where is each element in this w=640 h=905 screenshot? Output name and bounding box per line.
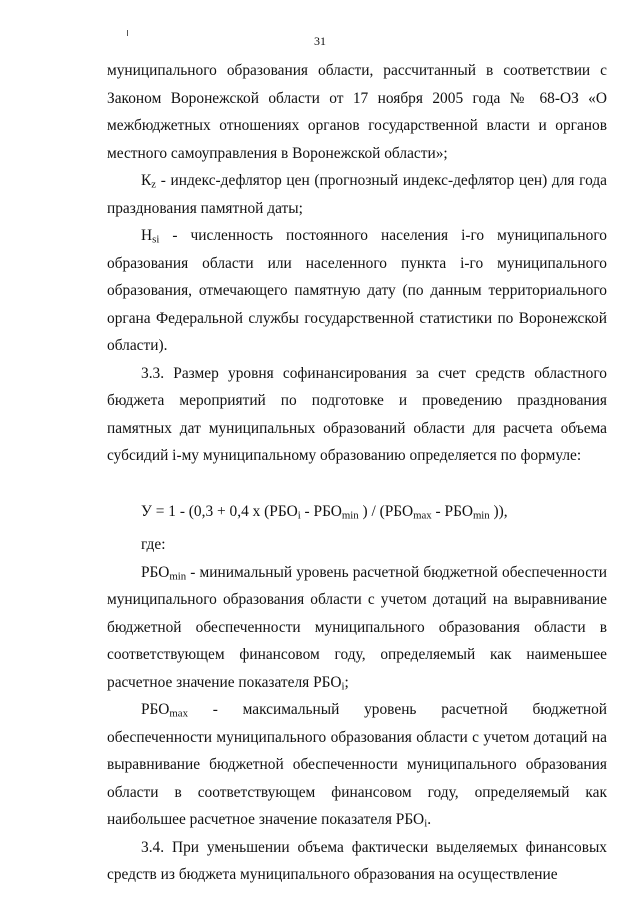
page-number: 31 bbox=[314, 34, 326, 48]
paragraph-continuation: муниципального образования области, рассчитанный в соответствии с Законом Воронежской области от 17 ноября 2005 года № 68-ОЗ «О межбюджетных отношениях органов государственной власти и органов местного самоуправления в Воронежской области»; bbox=[107, 62, 607, 162]
formula: У = 1 - (0,3 + 0,4 х ($РБО_i - РБО_{min}$ ) / ($РБО_{max} - РБО_{min}$ )), bbox=[141, 502, 508, 522]
body-text bbox=[107, 57, 607, 889]
paragraph-3-3: 3.3. Размер уровня софинансирования за счет средств областного бюджета мероприятий по подготовке и проведению празднования памятных дат муниципальных образований области для расчета объема субсидий i-му муниципальному образованию определяется по формуле: bbox=[107, 364, 607, 464]
definition-hsi: $Н_{si}$ - численность постоянного населения i-го муниципального образования области или населенного пункта i-го муниципального образования, отмечающего памятную дату (по данным территориального органа Федеральной службы государственной статистики по Воронежской области). bbox=[107, 227, 607, 354]
definition-kz: $К_z$ - индекс-дефлятор цен (прогнозный индекс-дефлятор цен) для года празднования памятной даты; bbox=[107, 172, 607, 217]
definition-rbo-max: $РБО_{max}$ - максимальный уровень расчетной бюджетной обеспеченности муниципального образования области с учетом дотаций на выравнивание бюджетной обеспеченности муниципального образования области в соответствующем финансовом году, определяемый как наибольшее расчетное значение показателя $РБО_i$. bbox=[107, 701, 607, 830]
where-label: где: bbox=[141, 536, 166, 553]
definition-rbo-min: $РБО_{min}$ - минимальный уровень расчетной бюджетной обеспеченности муниципального образования области с учетом дотаций на выравнивание бюджетной обеспеченности муниципального образования области в соответствующем финансовом году, определяемый как наименьшее расчетное значение показателя $РБО_i$; bbox=[107, 563, 607, 693]
paragraph-3-4: 3.4. При уменьшении объема фактически выделяемых финансовых средств из бюджета муниципального образования на осуществление bbox=[107, 838, 607, 883]
